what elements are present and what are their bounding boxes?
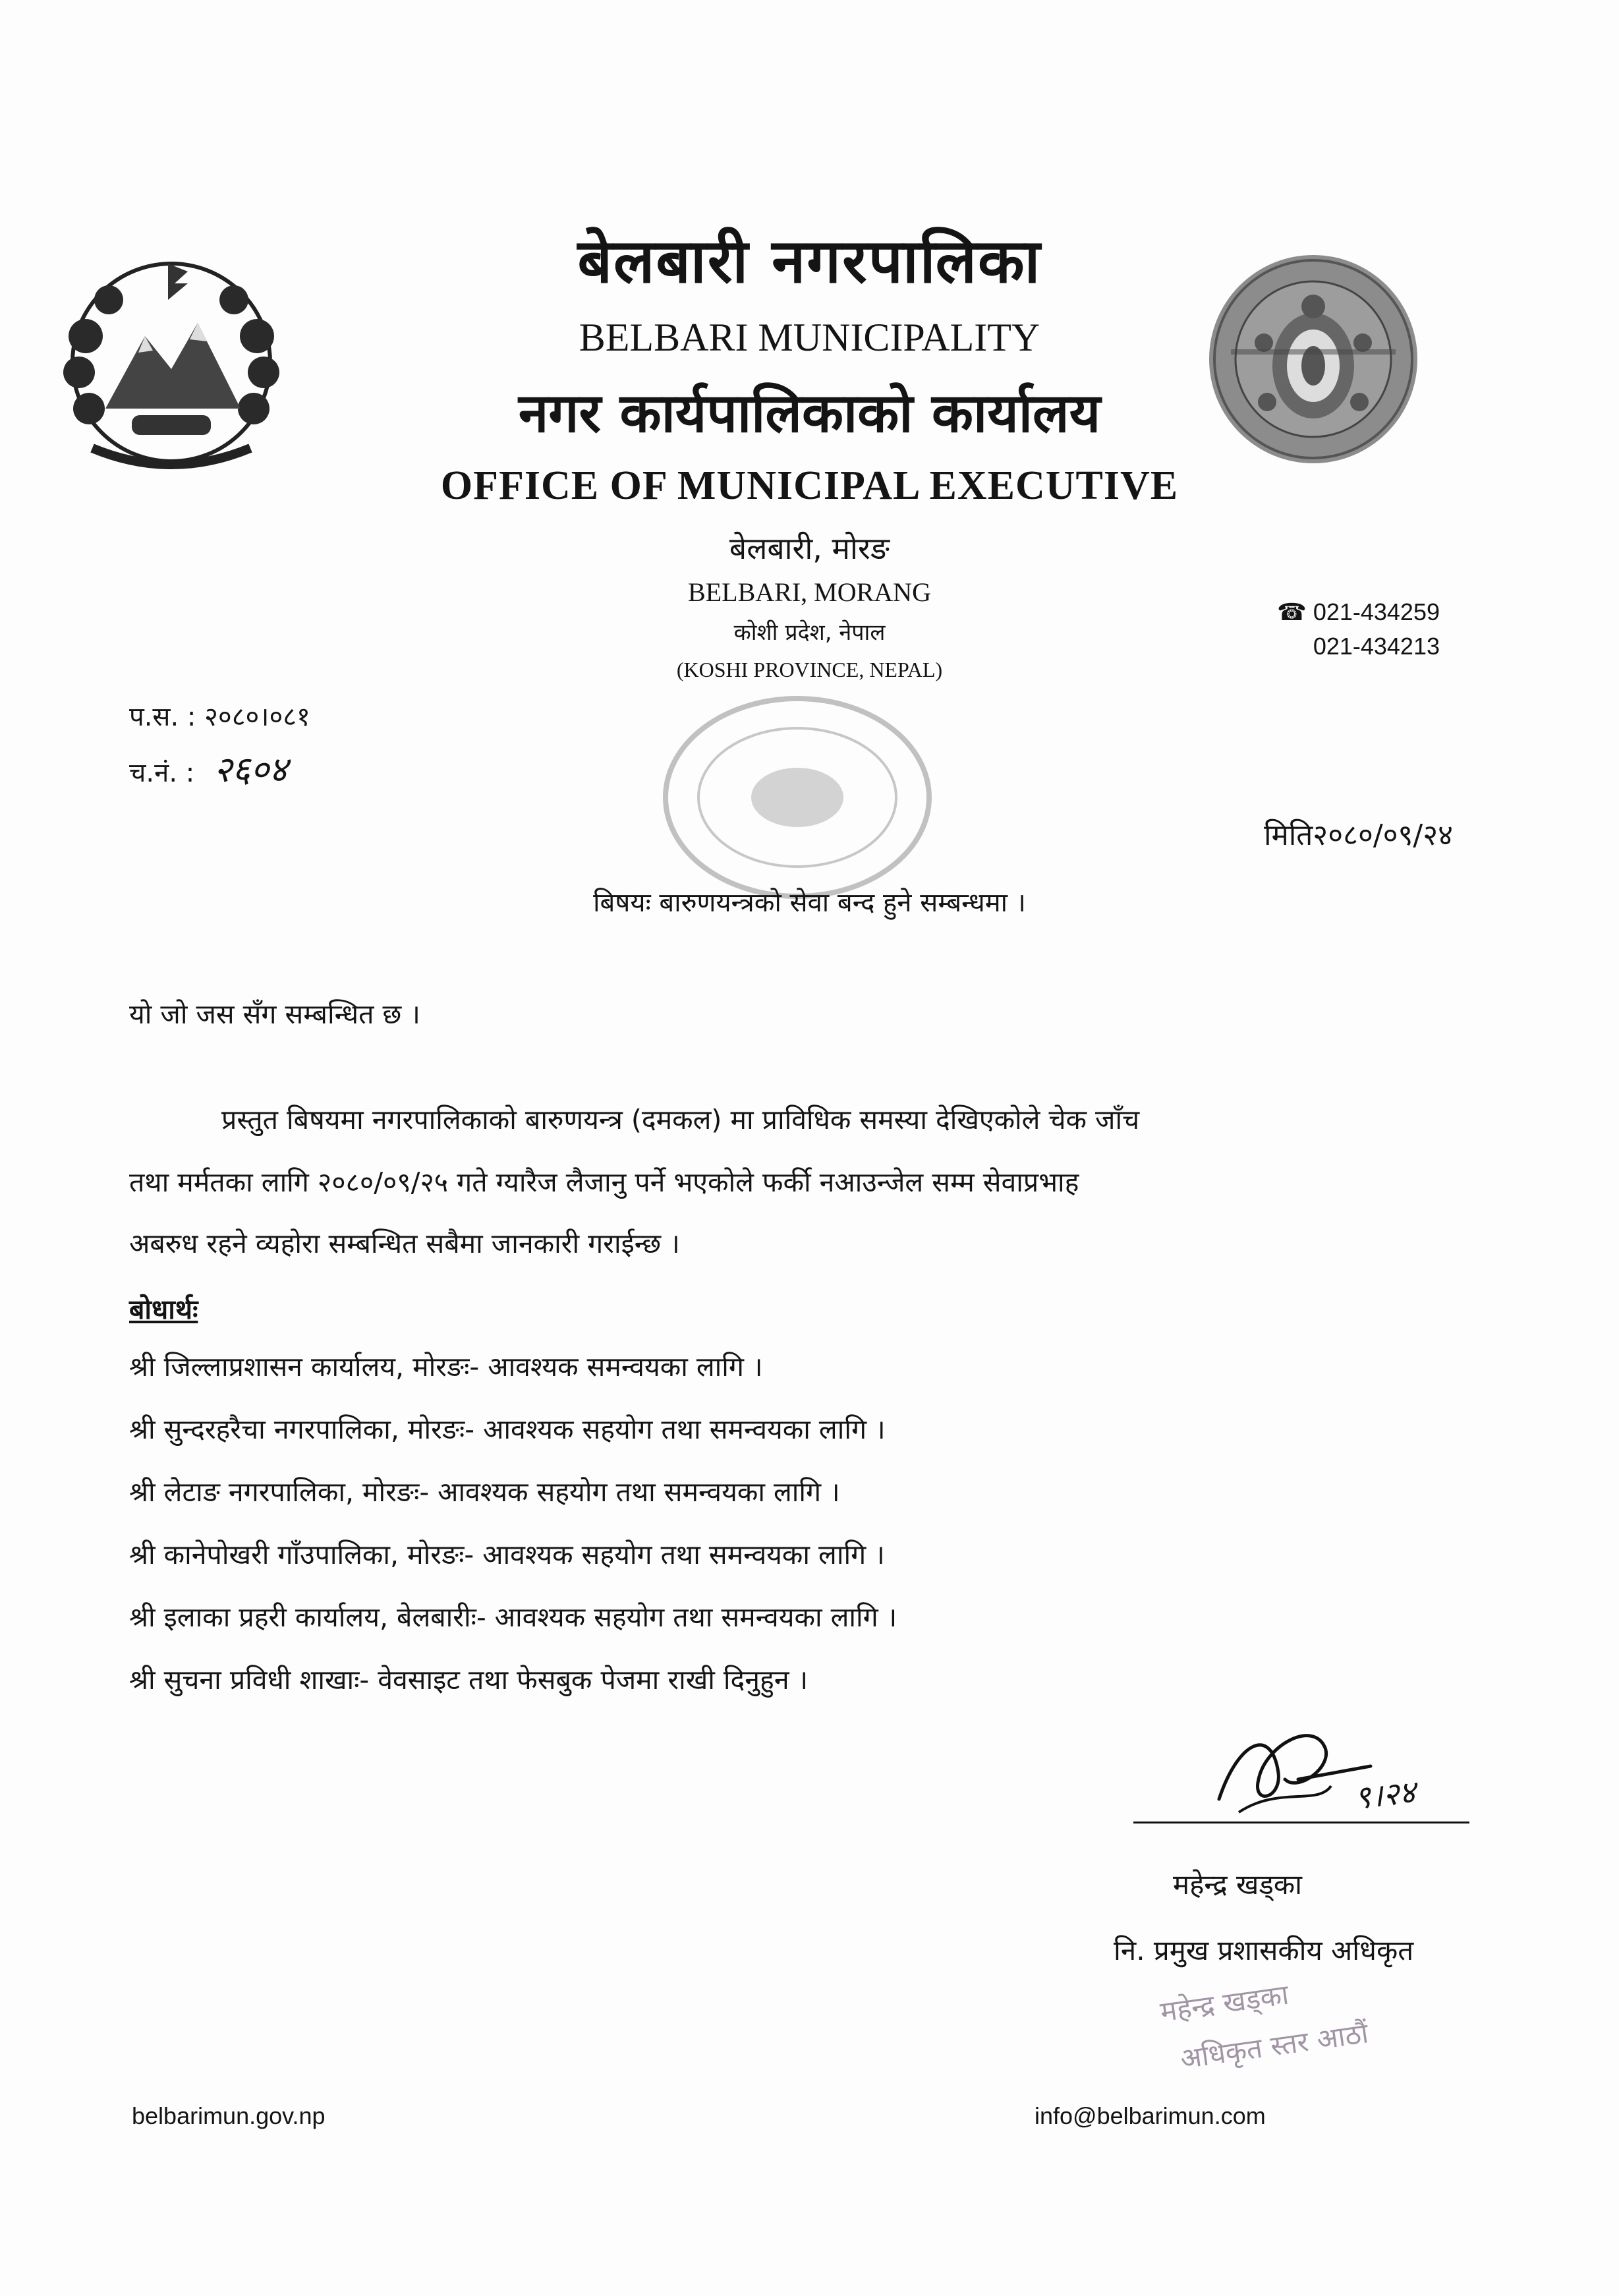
cc-item: श्री जिल्लाप्रशासन कार्यालय, मोरङः- आवश्यक समन्वयका लागि । (129, 1351, 763, 1383)
address-nepali: बेलबारी, मोरङ (729, 531, 890, 566)
name-stamp-line-2: अधिकृत स्तर आठौं (1178, 2017, 1371, 2075)
dispatch-number: च.नं. : २६०४ (129, 749, 288, 790)
cc-item: श्री लेटाङ नगरपालिका, मोरङः- आवश्यक सहयोग तथा समन्वयका लागि । (129, 1476, 840, 1508)
fiscal-year-ref: प.स. : २०८०।०८१ (129, 702, 310, 732)
signature-date: ९।२४ (1352, 1773, 1417, 1817)
handwritten-signature (1199, 1700, 1476, 1825)
body-line-1: प्रस्तुत बिषयमा नगरपालिकाको बारुणयन्त्र (दमकल) मा प्राविधिक समस्या देखिएकोले चेक जाँच (221, 1104, 1140, 1135)
salutation: यो जो जस सँग सम्बन्धित छ । (129, 998, 420, 1030)
address-english: BELBARI, MORANG (688, 577, 931, 607)
municipality-name-nepali: बेलबारी नगरपालिका (577, 226, 1042, 297)
footer-email: info@belbarimun.com (1035, 2102, 1266, 2129)
office-name-english: OFFICE OF MUNICIPAL EXECUTIVE (440, 463, 1179, 508)
cc-item: श्री सुन्दरहरैचा नगरपालिका, मोरङः- आवश्यक सहयोग तथा समन्वयका लागि । (129, 1414, 886, 1445)
telephone-icon: ☎ (1276, 598, 1307, 625)
cc-item: श्री सुचना प्रविधी शाखाः- वेवसाइट तथा फेसबुक पेजमा राखी दिनुहुन । (129, 1664, 809, 1696)
signatory-name: महेन्द्र खड्का (1173, 1868, 1303, 1901)
municipality-name-english: BELBARI MUNICIPALITY (579, 316, 1040, 359)
phone-number-2: 021-434213 (1313, 633, 1440, 660)
footer-website: belbarimun.gov.np (132, 2102, 326, 2129)
body-line-2: तथा मर्मतका लागि २०८०/०९/२५ गते ग्यारैज लैजानु पर्ने भएकोले फर्की नआउन्जेल सम्म सेवाप्रभाह (129, 1166, 1079, 1198)
cc-heading: बोधार्थः (129, 1294, 198, 1325)
signature-line (1133, 1822, 1469, 1823)
cc-item: श्री कानेपोखरी गाँउपालिका, मोरङः- आवश्यक सहयोग तथा समन्वयका लागि । (129, 1539, 885, 1570)
dispatch-number-handwritten: २६०४ (213, 749, 288, 790)
office-name-nepali: नगर कार्यपालिकाको कार्यालय (518, 382, 1101, 445)
province-nepali: कोशी प्रदेश, नेपाल (733, 619, 886, 646)
province-english: (KOSHI PROVINCE, NEPAL) (676, 658, 943, 681)
name-stamp-line-1: महेन्द्र खड्का (1158, 1978, 1291, 2028)
office-round-stamp (652, 685, 942, 909)
phone-number-1: ☎ 021-434259 (1276, 598, 1440, 625)
body-line-3: अबरुध रहने व्यहोरा सम्बन्धित सबैमा जानकारी गराईन्छ । (129, 1228, 680, 1259)
letter-subject: बिषयः बारुणयन्त्रको सेवा बन्द हुने सम्बन्धमा । (593, 888, 1026, 918)
letter-date: मिति२०८०/०९/२४ (1264, 818, 1453, 852)
signatory-title: नि. प्रमुख प्रशासकीय अधिकृत (1114, 1934, 1414, 1966)
cc-item: श्री इलाका प्रहरी कार्यालय, बेलबारीः- आवश्यक सहयोग तथा समन्वयका लागि । (129, 1601, 897, 1633)
